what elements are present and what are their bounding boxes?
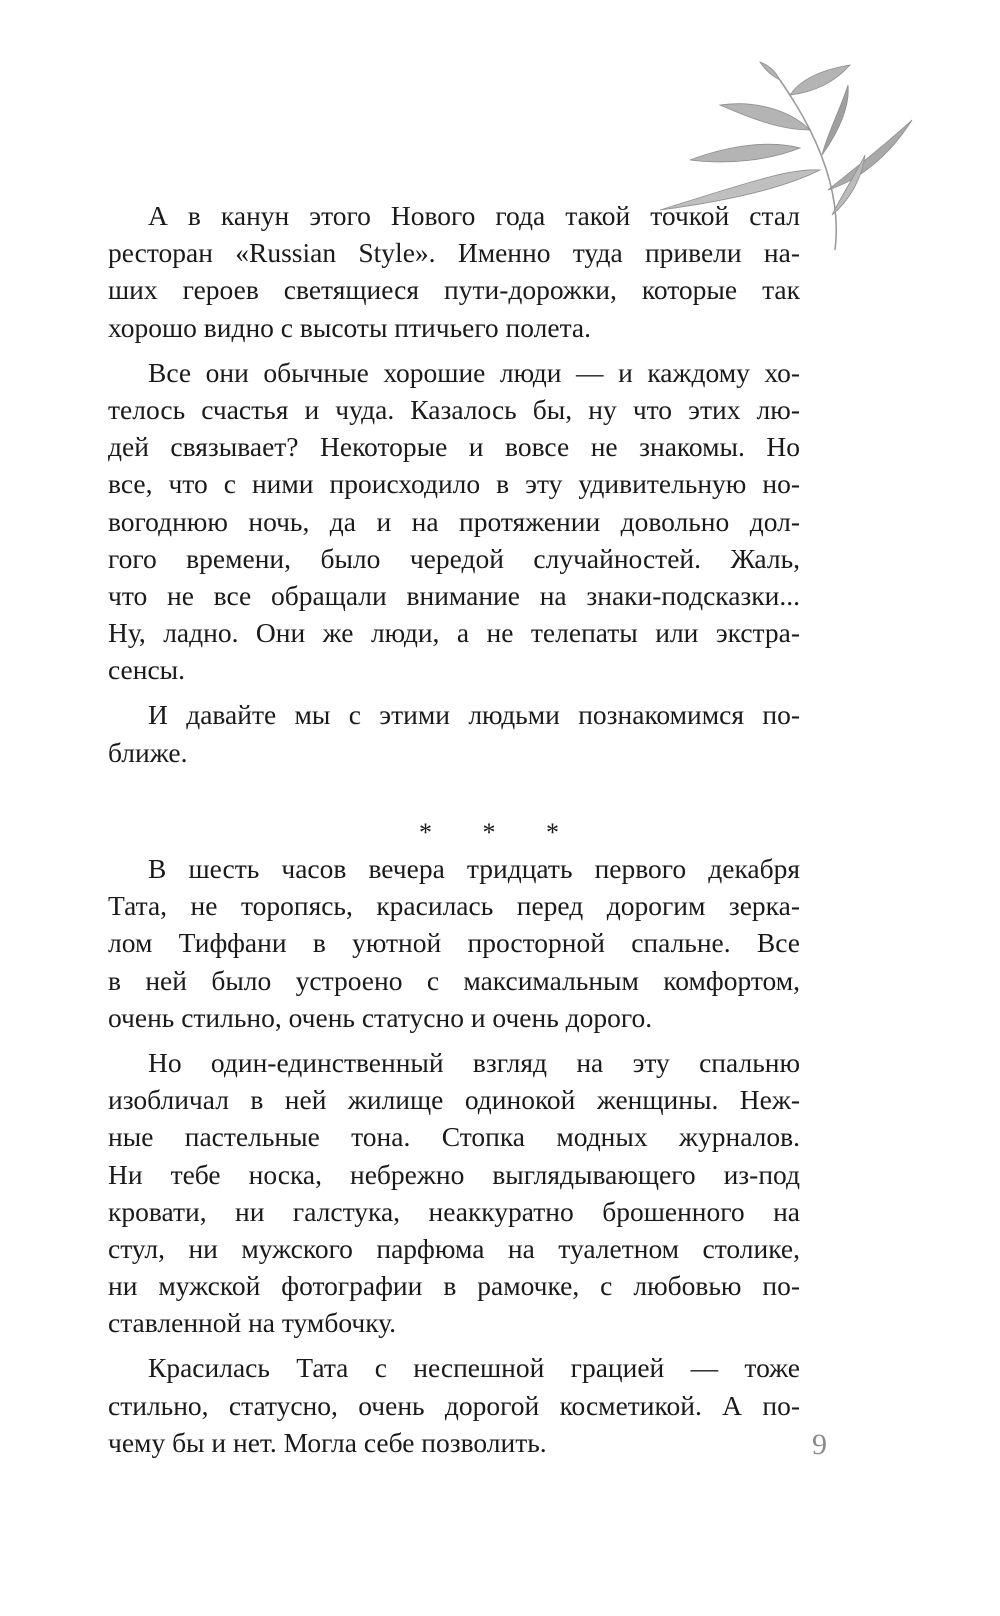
paragraph-6 bbox=[108, 1349, 800, 1461]
text-line: чему бы и нет. Могла себе позволить. bbox=[108, 1426, 547, 1458]
section-separator: * * * bbox=[419, 818, 581, 847]
paragraph-1 bbox=[108, 197, 800, 346]
text-block-2 bbox=[108, 850, 800, 1461]
text-line: сенсы. bbox=[108, 654, 186, 686]
text-line: кровати, ни галстука, неаккуратно брошенного на bbox=[108, 1195, 800, 1227]
text-line: ресторан «Russian Style». Именно туда привели на- bbox=[108, 237, 800, 269]
paragraph-3 bbox=[108, 696, 800, 770]
text-line: А в канун этого Нового года такой точкой стал bbox=[148, 200, 800, 231]
text-line: Тата, не торопясь, красилась перед дорогим зерка- bbox=[108, 890, 800, 922]
text-line: ших героев светящиеся пути-дорожки, которые так bbox=[108, 274, 800, 306]
text-line: ставленной на тумбочку. bbox=[108, 1307, 397, 1339]
text-line: И давайте мы с этими людьми познакомимся по- bbox=[148, 699, 800, 731]
text-line: стул, ни мужского парфюма на туалетном столике, bbox=[108, 1232, 800, 1264]
text-line: Все они обычные хорошие люди — и каждому хо- bbox=[148, 356, 800, 388]
text-line: дей связывает? Некоторые и вовсе не знакомы. Но bbox=[108, 431, 800, 463]
text-line: телось счастья и чуда. Казалось бы, ну что этих лю- bbox=[108, 393, 800, 425]
text-line: стильно, статусно, очень дорогой косметикой. А по- bbox=[108, 1389, 800, 1421]
text-line: в ней было устроено с максимальным комфортом, bbox=[108, 964, 800, 996]
text-line: Красилась Тата с неспешной грацией — тоже bbox=[148, 1352, 800, 1384]
text-block-1 bbox=[108, 197, 800, 771]
text-line: лом Тиффани в уютной просторной спальне. Все bbox=[108, 927, 800, 959]
text-line: Но один-единственный взгляд на эту спальню bbox=[148, 1046, 800, 1078]
text-line: все, что с ними происходило в эту удивительную но- bbox=[108, 468, 800, 500]
page-number: 9 bbox=[812, 1428, 827, 1461]
text-line: В шесть часов вечера тридцать первого декабря bbox=[148, 853, 800, 884]
text-line: Ну, ладно. Они же люди, а не телепаты или экстра- bbox=[108, 617, 800, 649]
text-line: гого времени, было чередой случайностей. Жаль, bbox=[108, 542, 800, 574]
text-line: вогоднюю ночь, да и на протяжении довольно дол- bbox=[108, 505, 800, 537]
paragraph-2 bbox=[108, 354, 800, 689]
text-line: ближе. bbox=[108, 736, 188, 768]
paragraph-4 bbox=[108, 850, 800, 1036]
text-line: что не все обращали внимание на знаки-подсказки... bbox=[108, 579, 800, 611]
paragraph-5 bbox=[108, 1044, 800, 1342]
text-line: ные пастельные тона. Стопка модных журналов. bbox=[108, 1121, 800, 1153]
text-line: ни мужской фотографии в рамочке, с любовью по- bbox=[108, 1270, 800, 1302]
text-line: хорошо видно с высоты птичьего полета. bbox=[108, 311, 592, 343]
text-line: очень стильно, очень статусно и очень дорого. bbox=[108, 1001, 653, 1033]
text-line: Ни тебе носка, небрежно выглядывающего из-под bbox=[108, 1158, 800, 1190]
text-line: изобличал в ней жилище одинокой женщины. Неж- bbox=[108, 1084, 800, 1116]
